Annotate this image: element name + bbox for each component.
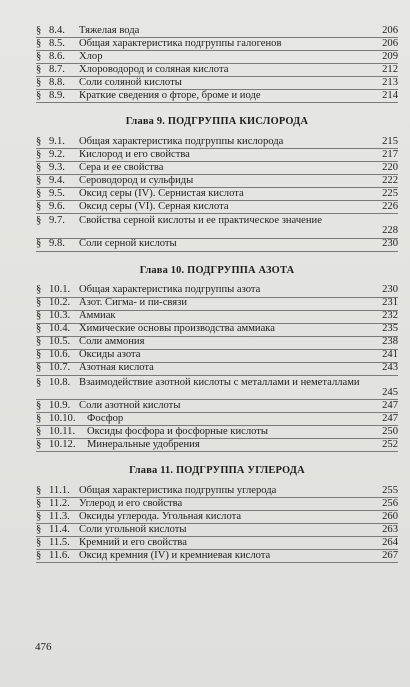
section-title: Оксиды азота: [79, 349, 141, 360]
section-page: 256: [382, 497, 398, 509]
toc-entry: [36, 136, 398, 149]
section-title: Свойства серной кислоты и ее практическое значение: [79, 215, 322, 226]
toc-entry: [36, 426, 398, 439]
section-page: 230: [382, 238, 398, 249]
section-symbol: §: [36, 297, 42, 308]
section-symbol: §: [36, 310, 42, 321]
toc-entry: [36, 51, 398, 64]
toc-entry: [36, 201, 398, 214]
section-symbol: §: [36, 510, 42, 522]
section-number: 10.8.: [49, 376, 71, 388]
section-number: 11.4.: [49, 523, 70, 535]
section-title: Хлороводород и соляная кислота: [79, 63, 229, 75]
toc-entry: [36, 214, 398, 239]
toc-entry: [36, 239, 398, 252]
section-number: 10.1.: [49, 284, 71, 295]
section-title: Хлор: [79, 50, 103, 62]
section-page: 247: [382, 399, 398, 411]
toc-entry: [36, 337, 398, 350]
section-page: 226: [382, 200, 398, 212]
section-number: 11.6.: [49, 549, 70, 561]
section-title: Оксид серы (VI). Серная кислота: [79, 200, 229, 212]
section-number: 8.6.: [49, 50, 65, 62]
section-symbol: §: [36, 323, 42, 334]
section-page: 263: [382, 523, 398, 535]
section-symbol: §: [36, 438, 42, 450]
toc-entry: [36, 363, 398, 376]
toc-entry: [36, 350, 398, 363]
section-title: Химические основы производства аммиака: [79, 323, 275, 334]
section-number: 10.6.: [49, 349, 71, 360]
section-title: Общая характеристика подгруппы азота: [79, 284, 261, 295]
section-symbol: §: [36, 135, 42, 147]
section-symbol: §: [36, 63, 42, 75]
section-number: 10.3.: [49, 310, 71, 321]
section-page: 206: [382, 24, 398, 36]
section-page: 252: [382, 438, 398, 450]
section-symbol: §: [36, 412, 42, 424]
section-symbol: §: [36, 200, 42, 212]
section-number: 10.9.: [49, 399, 71, 411]
chapter-heading: Глава 10. ПОДГРУППА АЗОТА: [139, 264, 295, 276]
section-title: Углерод и его свойства: [79, 497, 183, 509]
section-page: 232: [382, 310, 398, 321]
section-page: 214: [382, 89, 398, 101]
section-symbol: §: [36, 284, 42, 295]
section-page: 215: [382, 135, 398, 147]
toc-entry: [36, 324, 398, 337]
section-number: 8.9.: [49, 89, 65, 101]
section-number: 9.8.: [49, 238, 65, 249]
chapter-heading: Глава 9. ПОДГРУППА КИСЛОРОДА: [125, 116, 309, 127]
section-title: Оксид кремния (IV) и кремниевая кислота: [79, 549, 271, 561]
section-title: Соли угольной кислоты: [79, 523, 187, 535]
section-page: 230: [382, 284, 398, 295]
section-page: 260: [382, 510, 398, 522]
section-page: 247: [382, 412, 398, 424]
toc-entry: [36, 175, 398, 188]
section-title: Кремний и его свойства: [79, 536, 187, 548]
toc-entry: [36, 298, 398, 311]
section-symbol: §: [36, 425, 42, 437]
section-title: Аммиак: [79, 310, 116, 321]
toc-entry: [36, 90, 398, 103]
section-title: Оксиды фосфора и фосфорные кислоты: [87, 425, 269, 437]
page-number: 476: [35, 641, 52, 653]
section-title: Сера и ее свойства: [79, 161, 164, 173]
section-title: Азотная кислота: [79, 362, 154, 373]
section-number: 11.3.: [49, 510, 70, 522]
section-symbol: §: [36, 50, 42, 62]
section-symbol: §: [36, 497, 42, 509]
section-title: Соли соляной кислоты: [79, 76, 182, 88]
section-title: Оксиды углерода. Угольная кислота: [79, 510, 242, 522]
section-number: 8.5.: [49, 37, 65, 49]
section-title: Взаимодействие азотной кислоты с металлами и неметаллами: [79, 376, 360, 388]
section-page: 267: [382, 549, 398, 561]
section-symbol: §: [36, 523, 42, 535]
toc-entry: [36, 64, 398, 77]
section-symbol: §: [36, 536, 42, 548]
section-page: 231: [382, 297, 398, 308]
toc-entry: [36, 25, 398, 38]
toc-entry: [36, 188, 398, 201]
section-number: 8.7.: [49, 63, 65, 75]
section-page: 238: [382, 336, 398, 347]
section-title: Соли серной кислоты: [79, 238, 177, 249]
section-number: 10.4.: [49, 323, 71, 334]
section-title: Сероводород и сульфиды: [79, 174, 194, 186]
toc-entry: [36, 162, 398, 175]
section-title: Соли азотной кислоты: [79, 399, 181, 411]
section-page: 264: [382, 536, 398, 548]
section-page: 212: [382, 63, 398, 75]
chapter-heading: Глава 11. ПОДГРУППА УГЛЕРОДА: [129, 465, 305, 476]
section-title: Общая характеристика подгруппы углерода: [79, 484, 277, 496]
section-number: 9.4.: [49, 174, 65, 186]
section-symbol: §: [36, 484, 42, 496]
section-symbol: §: [36, 24, 42, 36]
section-symbol: §: [36, 37, 42, 49]
section-symbol: §: [36, 336, 42, 347]
section-title: Общая характеристика подгруппы галогенов: [79, 37, 282, 49]
toc-entry: [36, 400, 398, 413]
section-title: Фосфор: [87, 412, 124, 424]
section-symbol: §: [36, 376, 42, 388]
section-page: 222: [382, 174, 398, 186]
toc-entry: [36, 439, 398, 452]
section-page: 206: [382, 37, 398, 49]
section-symbol: §: [36, 238, 42, 249]
section-symbol: §: [36, 399, 42, 411]
section-number: 8.4.: [49, 24, 65, 36]
section-page: 241: [382, 349, 398, 360]
section-number: 9.5.: [49, 187, 65, 199]
section-symbol: §: [36, 215, 42, 226]
toc-entry: [36, 311, 398, 324]
section-symbol: §: [36, 549, 42, 561]
section-symbol: §: [36, 148, 42, 160]
section-title: Краткие сведения о фторе, броме и иоде: [79, 89, 261, 101]
toc-entry: [36, 376, 398, 401]
table-of-contents: [36, 25, 398, 563]
section-symbol: §: [36, 76, 42, 88]
section-number: 9.3.: [49, 161, 65, 173]
section-page: 209: [382, 50, 398, 62]
section-title: Минеральные удобрения: [87, 438, 200, 450]
section-symbol: §: [36, 89, 42, 101]
toc-entry: [36, 77, 398, 90]
section-page: 220: [382, 161, 398, 173]
section-page: 225: [382, 187, 398, 199]
section-page: 250: [382, 425, 398, 437]
section-symbol: §: [36, 349, 42, 360]
toc-entry: [36, 550, 398, 563]
section-page: 245: [382, 386, 398, 398]
section-title: Оксид серы (IV). Сернистая кислота: [79, 187, 244, 199]
toc-entry: [36, 285, 398, 298]
section-number: 9.7.: [49, 215, 65, 226]
section-number: 10.7.: [49, 362, 71, 373]
section-number: 10.11.: [49, 425, 76, 437]
section-number: 8.8.: [49, 76, 65, 88]
section-number: 11.2.: [49, 497, 70, 509]
section-title: Азот. Сигма- и пи-связи: [79, 297, 187, 308]
section-number: 10.5.: [49, 336, 71, 347]
section-symbol: §: [36, 362, 42, 373]
toc-entry: [36, 511, 398, 524]
toc-entry: [36, 413, 398, 426]
section-number: 11.5.: [49, 536, 70, 548]
section-number: 9.2.: [49, 148, 65, 160]
section-title: Соли аммония: [79, 336, 145, 347]
section-symbol: §: [36, 161, 42, 173]
section-number: 10.10.: [49, 412, 76, 424]
toc-entry: [36, 498, 398, 511]
section-page: 235: [382, 323, 398, 334]
section-title: Тяжелая вода: [79, 24, 140, 36]
section-page: 255: [382, 484, 398, 496]
section-number: 10.12.: [49, 438, 76, 450]
section-page: 213: [382, 76, 398, 88]
section-number: 9.6.: [49, 200, 65, 212]
toc-entry: [36, 149, 398, 162]
section-symbol: §: [36, 187, 42, 199]
section-title: Кислород и его свойства: [79, 148, 190, 160]
toc-entry: [36, 485, 398, 498]
section-symbol: §: [36, 174, 42, 186]
toc-entry: [36, 537, 398, 550]
section-number: 10.2.: [49, 297, 71, 308]
section-number: 11.1.: [49, 484, 70, 496]
section-page: 243: [382, 362, 398, 373]
toc-entry: [36, 524, 398, 537]
toc-entry: [36, 38, 398, 51]
section-page: 217: [382, 148, 398, 160]
section-title: Общая характеристика подгруппы кислорода: [79, 135, 284, 147]
section-number: 9.1.: [49, 135, 65, 147]
section-page: 228: [382, 225, 398, 236]
